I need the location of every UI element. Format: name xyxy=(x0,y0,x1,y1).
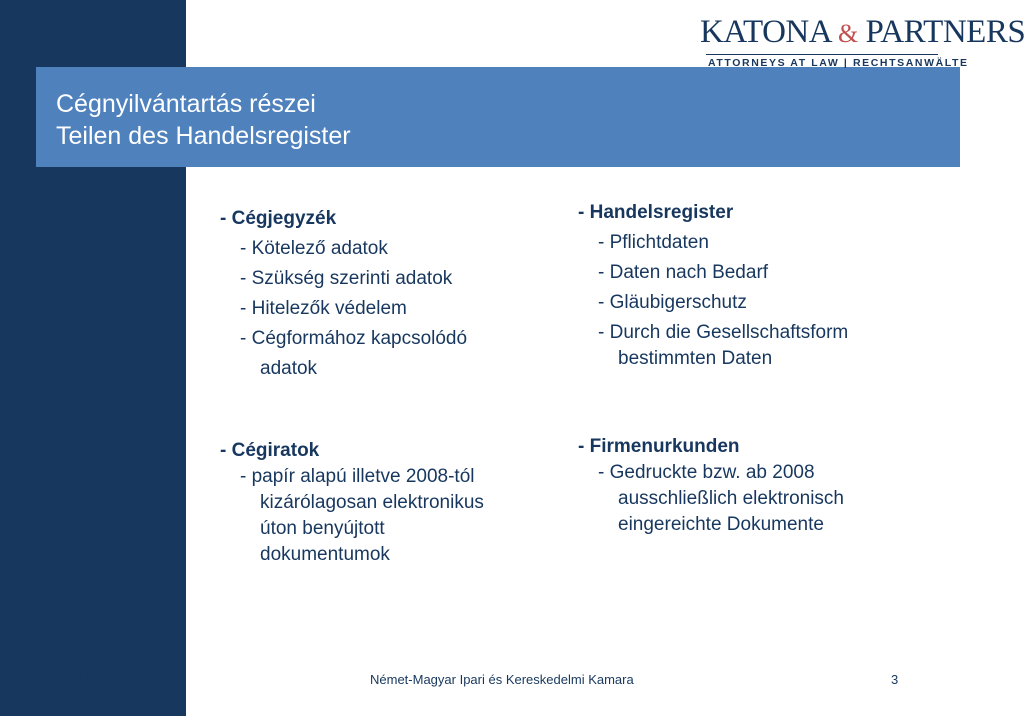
list-item: - Kötelező adatok xyxy=(240,238,388,259)
block-heading: - Cégjegyzék xyxy=(220,208,337,229)
list-item-continuation: bestimmten Daten xyxy=(618,348,773,369)
footer-date: 2011. 02. 25. xyxy=(62,672,137,687)
list-item: - papír alapú illetve 2008-tól xyxy=(240,466,475,487)
company-logo xyxy=(700,14,1025,69)
block-heading: - Cégiratok xyxy=(220,440,320,461)
list-item-continuation: ausschließlich elektronisch xyxy=(618,488,844,509)
logo-tagline: ATTORNEYS AT LAW | RECHTSANWÄLTE xyxy=(708,57,969,69)
logo-divider xyxy=(706,54,938,55)
de-firmenurkunden-block xyxy=(578,434,844,538)
de-handelsregister-block xyxy=(578,198,848,374)
list-item-continuation: úton benyújtott xyxy=(260,518,385,539)
hu-company-register-block xyxy=(220,204,467,384)
slide-title xyxy=(56,88,351,152)
list-item-continuation: kizárólagosan elektronikus xyxy=(260,492,484,513)
list-item: - Gedruckte bzw. ab 2008 xyxy=(598,462,815,483)
list-item: - Cégformához kapcsolódó xyxy=(240,328,468,349)
title-line-hu: Cégnyilvántartás részei xyxy=(56,90,316,118)
list-item-continuation: eingereichte Dokumente xyxy=(618,514,824,535)
list-item: - Gläubigerschutz xyxy=(598,292,747,313)
list-item: - Pflichtdaten xyxy=(598,232,709,253)
title-line-de: Teilen des Handelsregister xyxy=(56,122,351,150)
list-item: - Szükség szerinti adatok xyxy=(240,268,453,289)
list-item: - Daten nach Bedarf xyxy=(598,262,769,283)
page-number: 3 xyxy=(891,672,899,687)
list-item: - Durch die Gesellschaftsform xyxy=(598,322,849,343)
list-item: - Hitelezők védelem xyxy=(240,298,407,319)
block-heading: - Handelsregister xyxy=(578,202,734,223)
logo-wordmark: KATONA & PARTNERS xyxy=(700,14,1025,50)
hu-company-documents-block xyxy=(220,438,484,568)
list-item-continuation: adatok xyxy=(260,358,318,379)
block-heading: - Firmenurkunden xyxy=(578,436,740,457)
footer-organization: Német-Magyar Ipari és Kereskedelmi Kamara xyxy=(370,672,634,687)
list-item-continuation: dokumentumok xyxy=(260,544,390,565)
